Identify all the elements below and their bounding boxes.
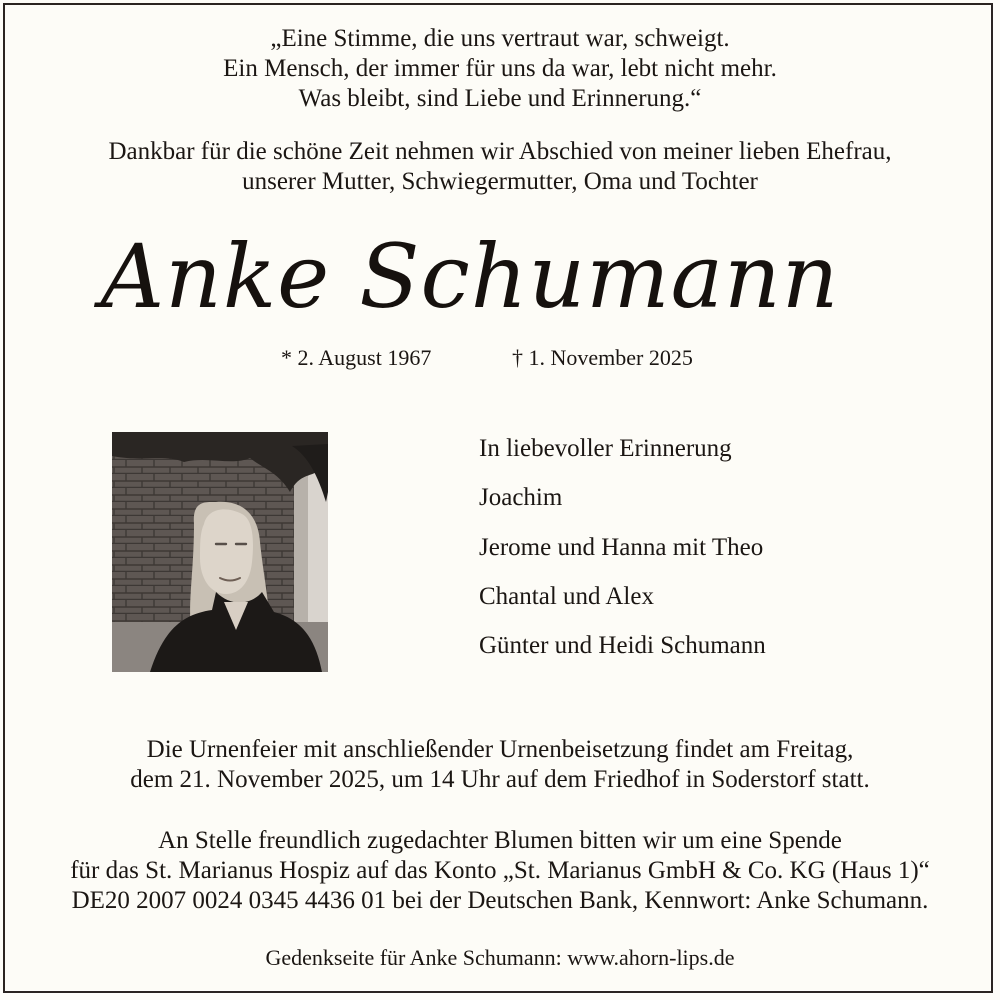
birth-date: * 2. August 1967: [281, 345, 432, 370]
quote-line: „Eine Stimme, die uns vertraut war, schweigt.: [270, 25, 730, 52]
intro-line: unserer Mutter, Schwiegermutter, Oma und Tochter: [242, 168, 758, 195]
mourner-name: Jerome und Hanna mit Theo: [479, 533, 764, 561]
portrait-image: [112, 432, 328, 672]
mourner-name: Joachim: [479, 484, 563, 512]
deceased-name: Anke Schumann: [100, 225, 840, 328]
quote-line: Ein Mensch, der immer für uns da war, lebt nicht mehr.: [223, 55, 777, 82]
donation-line: für das St. Marianus Hospiz auf das Konto „St. Marianus GmbH & Co. KG (Haus 1)“: [70, 857, 930, 884]
mourner-name: Günter und Heidi Schumann: [479, 632, 766, 660]
farewell-intro: [0, 137, 1000, 197]
ceremony-line: dem 21. November 2025, um 14 Uhr auf dem Friedhof in Soderstorf statt.: [130, 766, 870, 793]
mourners-list: [479, 432, 766, 678]
donation-line: DE20 2007 0024 0345 4436 01 bei der Deutschen Bank, Kennwort: Anke Schumann.: [71, 887, 929, 914]
ceremony-info: [0, 735, 1000, 795]
ceremony-line: Die Urnenfeier mit anschließender Urnenbeisetzung findet am Freitag,: [146, 736, 854, 763]
intro-line: Dankbar für die schöne Zeit nehmen wir Abschied von meiner lieben Ehefrau,: [108, 138, 892, 165]
death-date: † 1. November 2025: [512, 345, 693, 370]
memorial-quote: [0, 24, 1000, 114]
portrait-photo: [112, 432, 328, 672]
memorial-page-link: Gedenkseite für Anke Schumann: www.ahorn-lips.de: [265, 945, 735, 970]
quote-line: Was bleibt, sind Liebe und Erinnerung.“: [298, 85, 702, 112]
donation-info: [0, 826, 1000, 916]
mourners-heading: In liebevoller Erinnerung: [479, 435, 732, 462]
mourner-name: Chantal und Alex: [479, 582, 654, 610]
donation-line: An Stelle freundlich zugedachter Blumen bitten wir um eine Spende: [158, 827, 842, 854]
